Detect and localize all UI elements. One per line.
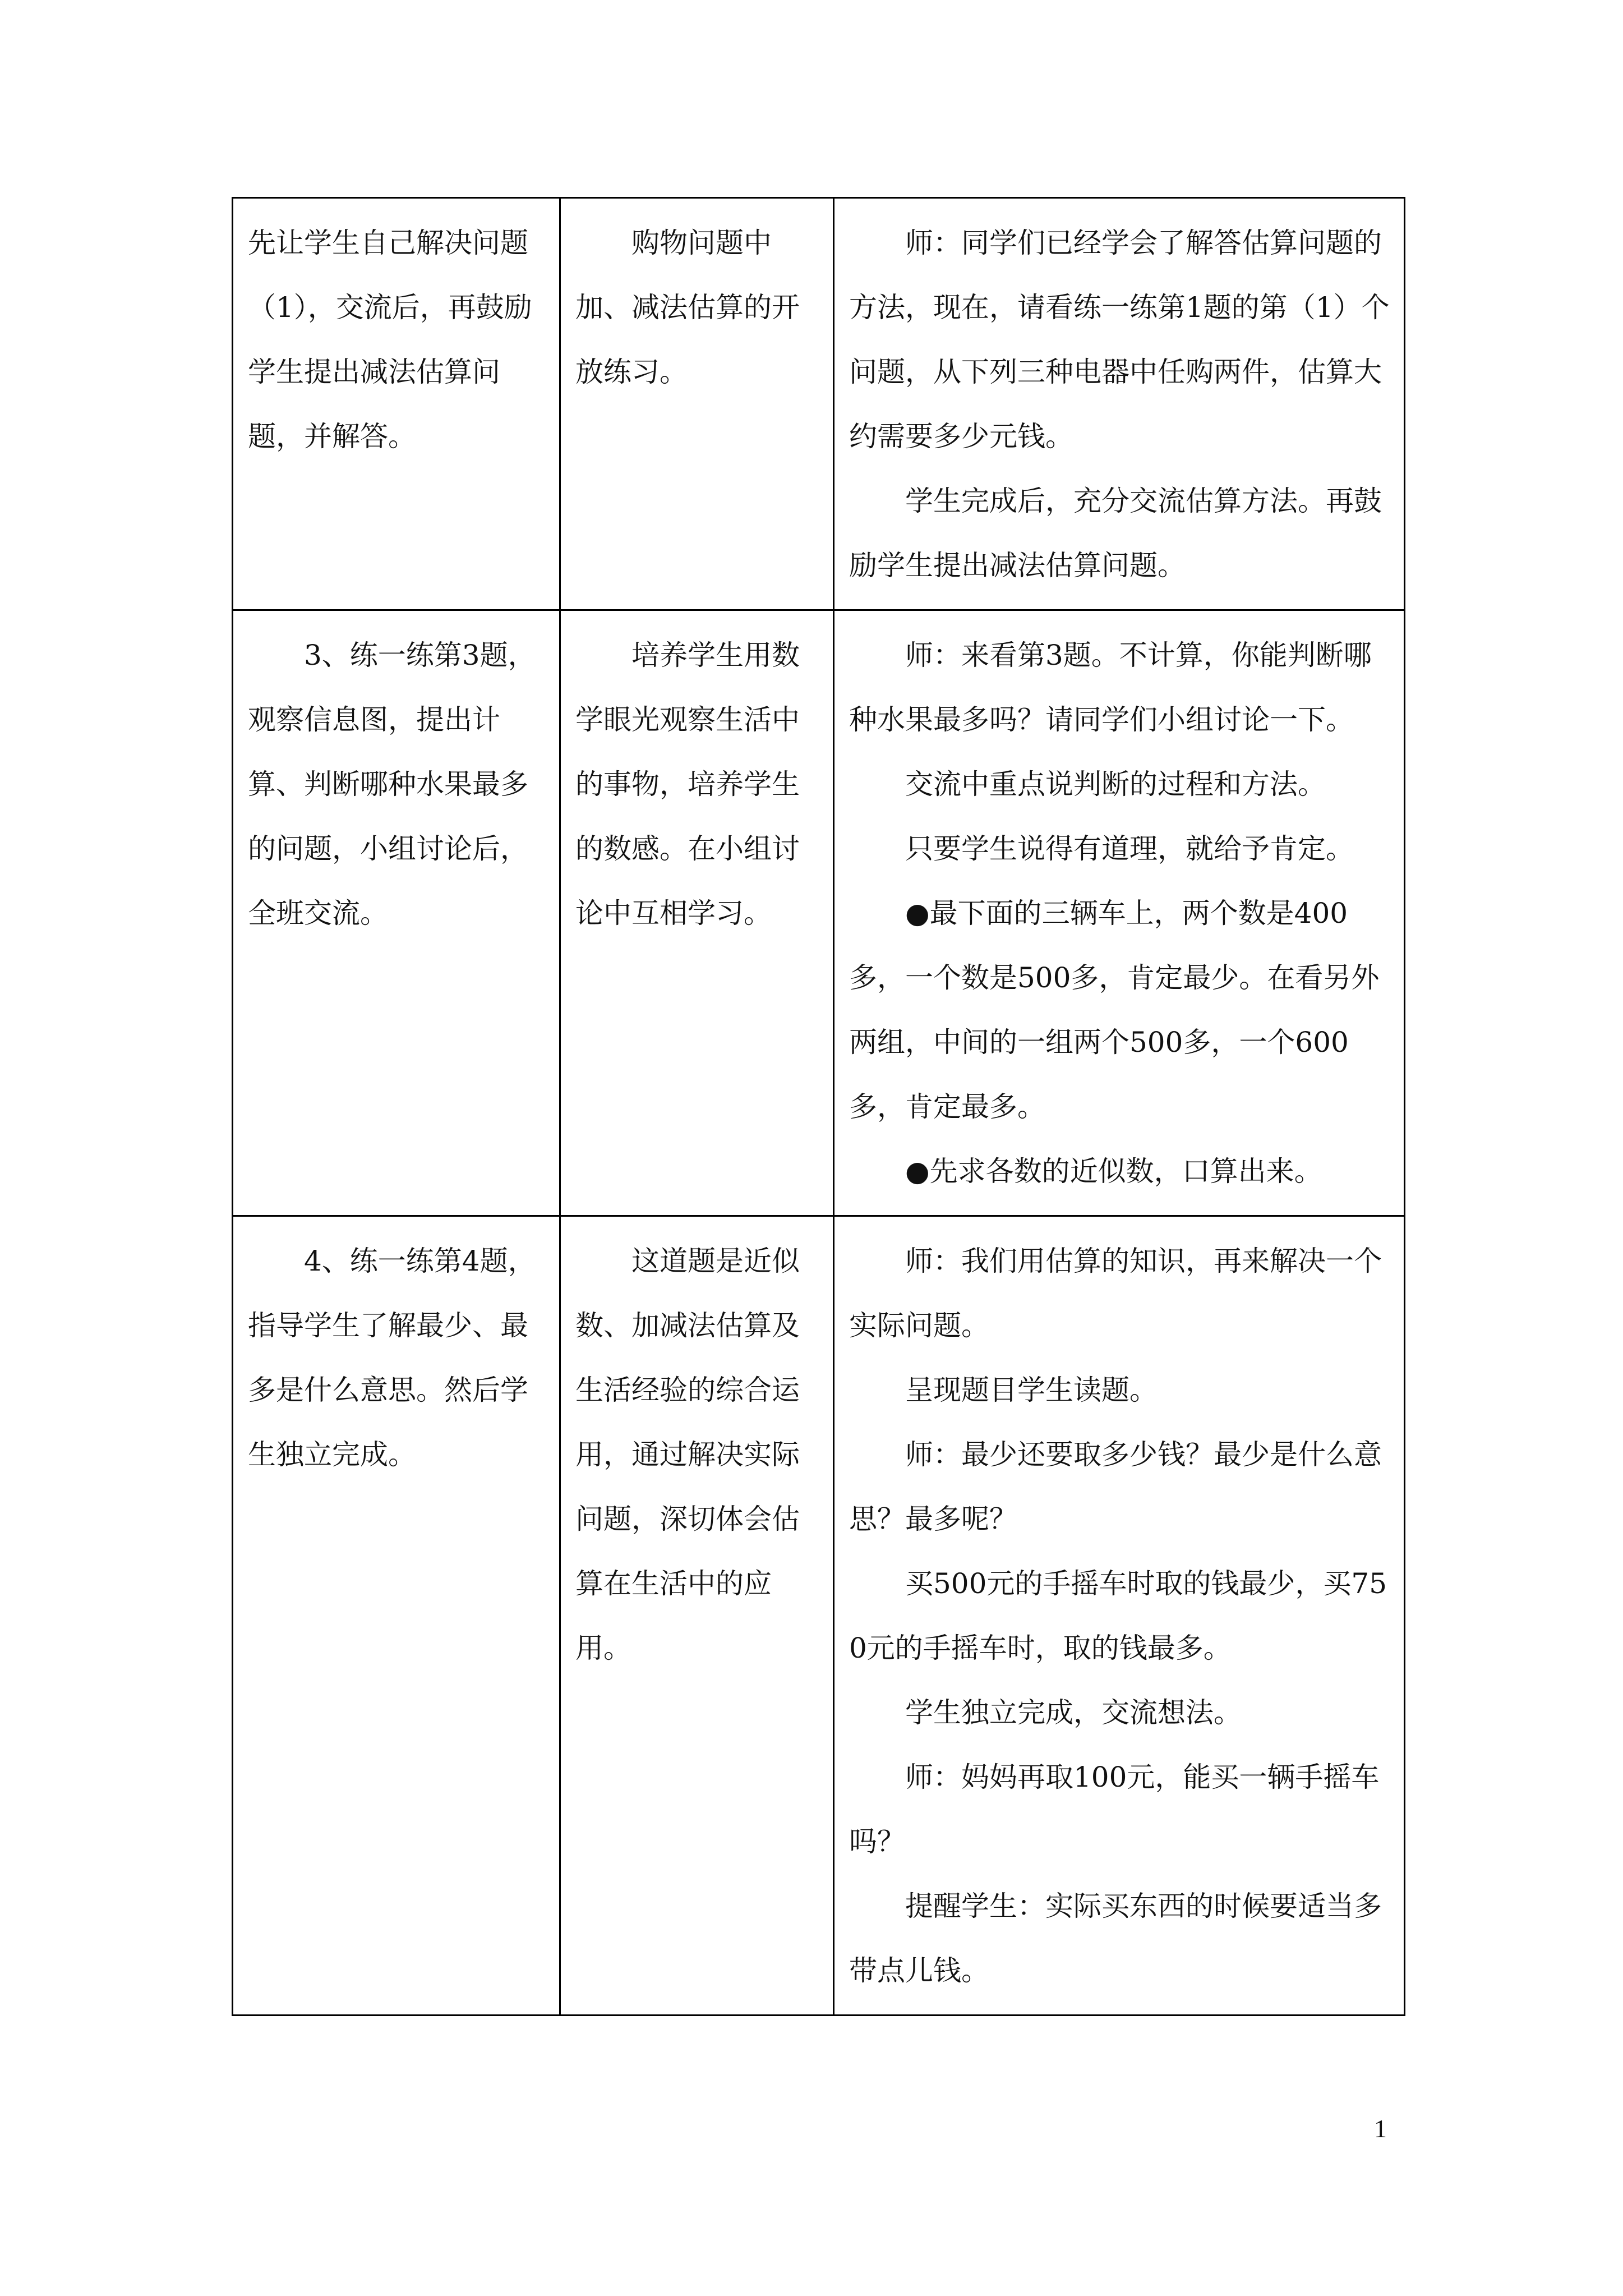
table-row bbox=[233, 198, 1405, 610]
cell-paragraph: 培养学生用数学眼光观察生活中的事物，培养学生的数感。在小组讨论中互相学习。 bbox=[575, 639, 800, 930]
cell-paragraph: 提醒学生：实际买东西的时候要适当多带点儿钱。 bbox=[849, 1890, 1382, 1987]
intent-cell bbox=[560, 1216, 834, 2016]
process-cell bbox=[834, 198, 1405, 610]
cell-paragraph: 3、练一练第3题，观察信息图，提出计算、判断哪种水果最多的问题，小组讨论后，全班交流。 bbox=[248, 639, 536, 930]
intent-cell bbox=[560, 198, 834, 610]
cell-paragraph: 学生完成后，充分交流估算方法。再鼓励学生提出减法估算问题。 bbox=[849, 485, 1382, 582]
cell-paragraph: 这道题是近似数、加减法估算及生活经验的综合运用，通过解决实际问题，深切体会估算在生活中的应用。 bbox=[575, 1245, 800, 1664]
cell-paragraph: 师：来看第3题。不计算，你能判断哪种水果最多吗？请同学们小组讨论一下。 bbox=[849, 639, 1372, 736]
cell-paragraph: ●最下面的三辆车上，两个数是400多，一个数是500多，肯定最少。在看另外两组，中间的一组两个500多，一个600多，肯定最多。 bbox=[849, 897, 1380, 1123]
process-cell bbox=[834, 1216, 1405, 2016]
cell-paragraph: 呈现题目学生读题。 bbox=[905, 1374, 1158, 1406]
process-cell bbox=[834, 610, 1405, 1216]
design-cell bbox=[233, 198, 560, 610]
cell-paragraph: 只要学生说得有道理，就给予肯定。 bbox=[905, 832, 1354, 865]
design-cell bbox=[233, 1216, 560, 2016]
cell-paragraph: 购物问题中加、减法估算的开放练习。 bbox=[575, 227, 800, 388]
cell-paragraph: 4、练一练第4题，指导学生了解最少、最多是什么意思。然后学生独立完成。 bbox=[248, 1245, 536, 1471]
table-row bbox=[233, 1216, 1405, 2016]
intent-cell bbox=[560, 610, 834, 1216]
cell-paragraph: 买500元的手摇车时取的钱最少，买750元的手摇车时，取的钱最多。 bbox=[849, 1567, 1387, 1664]
cell-paragraph: 交流中重点说判断的过程和方法。 bbox=[905, 768, 1326, 800]
page-number: 1 bbox=[1374, 2114, 1387, 2143]
cell-paragraph: 先让学生自己解决问题（1），交流后，再鼓励学生提出减法估算问题，并解答。 bbox=[248, 227, 532, 453]
cell-paragraph: ●先求各数的近似数，口算出来。 bbox=[905, 1155, 1322, 1188]
design-cell bbox=[233, 610, 560, 1216]
table-row bbox=[233, 610, 1405, 1216]
cell-paragraph: 师：同学们已经学会了解答估算问题的方法，现在，请看练一练第1题的第（1）个问题，从下列三种电器中任购两件，估算大约需要多少元钱。 bbox=[849, 227, 1390, 453]
cell-paragraph: 学生独立完成，交流想法。 bbox=[905, 1696, 1242, 1729]
lesson-plan-table bbox=[232, 197, 1405, 2016]
cell-paragraph: 师：最少还要取多少钱？最少是什么意思？最多呢？ bbox=[849, 1438, 1382, 1535]
cell-paragraph: 师：妈妈再取100元，能买一辆手摇车吗？ bbox=[849, 1761, 1380, 1858]
cell-paragraph: 师：我们用估算的知识，再来解决一个实际问题。 bbox=[849, 1245, 1382, 1342]
